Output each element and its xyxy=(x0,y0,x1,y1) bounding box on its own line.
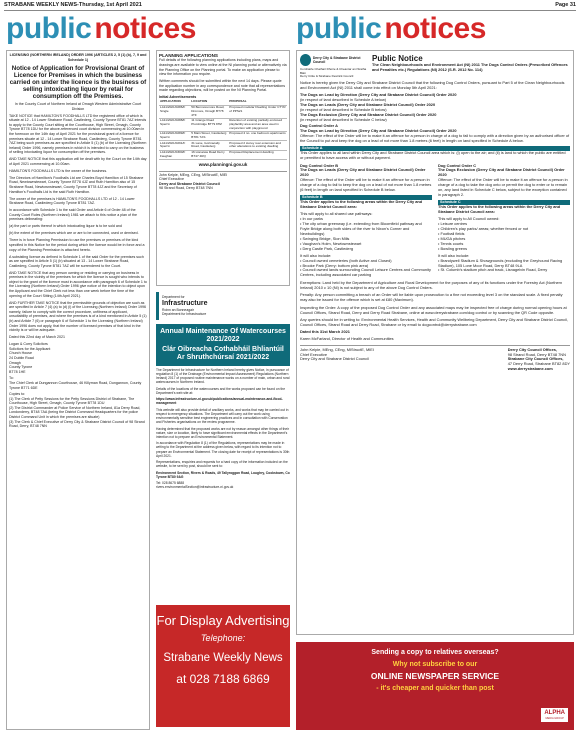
schedule-b-lead: This Order applies to the following areas within the Derry City and Strabane District Council area: xyxy=(300,199,423,210)
column-2 xyxy=(156,50,290,730)
banner-public: public xyxy=(6,12,92,45)
display-phone[interactable]: at 028 7188 6869 xyxy=(176,672,270,686)
to-line: To: xyxy=(9,376,14,381)
licensing-para: AND FURTHER TAKE NOTICE that the permissible grounds of objection are such as are specified in Article 7 (4) (a) to (d) (i) of the Licensing (Northern Ireland) Order 1996 namely, failure to comply with the correct procedure, unfitness of applicant, unsuitability of premises, and where the premises is of a kind mentioned in Article 5 (1) (b) and Article 7 (6) or paragraph 6 of Schedule 1 to the Licensing (Northern Ireland) Order 1996 does not apply, that the number of licensed premises of that kind in the vicinity is or will be adequate. xyxy=(9,300,147,333)
copies-item: (2) The District Commander at Police Service of Northern Ireland, 81a Derry Road, Londonderry, BT48 7AA (being the District Command Headquarters for the police District Command Unit in which the premises are situate) xyxy=(9,405,141,420)
annual-address: Environment Section, Rivers & Roads, 49 Tallyroggan Road, Loughry, Cookstown, Co Tyrone BT80 9AG xyxy=(156,470,290,479)
display-advertising-box xyxy=(156,605,290,727)
annual-para: This website will also provide detail of ancillary works, and works that may be carried out in respect to emergency situations. The Department will carry out the work using environmentally sensitive best engineering practices and in consultation with Conservation and Fisheries organisations on the review programme. xyxy=(156,407,289,425)
banner-right xyxy=(296,12,486,44)
promo-line-1: Sending a copy to relatives overseas? xyxy=(371,649,499,656)
list-item: • Derg Castle Park, Castlederg xyxy=(300,245,354,251)
banner-notices: notices xyxy=(94,12,196,45)
annual-para: Details of the locations of the watercourses and the works proposed can be found on the Department's web site at: xyxy=(156,386,286,395)
masthead-date: STRABANE WEEKLY NEWS-Thursday, 1st April 2021 xyxy=(4,2,142,8)
council-logo-mark xyxy=(300,54,311,66)
licensing-para: TAKE NOTICE that HAMILTON'S FOODHALLS LTD the registered office of which is situate at 12 - 14 Lower Strabane Road, Castlederg, County Tyrone BT81 7AZ intends to apply to the County Court sitting at the Courthouse, High Street, Omagh, County Tyrone BT78 1DU for the above-referenced court division commencing at 10.00am in the forenoon on the 14th day of April 2021 for the provisional grant of a licence for premises situate at 12 - 14 Lower Strabane Road, Castlederg, County Tyrone BT81 7AZ being such premises as are specified in Article 5 (1) (b) of the Licensing (Northern Ireland) Order 1996, namely premises in which it is intended to carry on the business of selling intoxicating liquor for consumption off the premises. xyxy=(9,113,147,155)
licensing-para: A subsisting licence as defined in Schedule 1 of the said Order for the premises such as are specified in Article 5 (1) (b) situated at 13 - 14 Lower Strabane Road, Castlederg, County Tyrone BT81 7AZ will be surrendered to the Court. xyxy=(9,254,144,268)
table-header: PROPOSAL xyxy=(228,100,287,105)
dfi-title: Infrastructure xyxy=(162,299,208,307)
table-cell: Proposed 4 no. one bedroom apartments xyxy=(228,131,287,140)
schedule-c-lead: This Order applies to the following areas within the Derry City and Strabane District Council area: xyxy=(438,204,561,215)
licensing-para: There is in force Planning Permission to use the premises or premises of the kind specified in this Notice for the period during which the licence would be in force and a copy of the Planning Permission is attached hereto. xyxy=(9,238,145,252)
dco-a-text: Offence: The effect of the Order will be to make it an offence for a person in charge of a dog to fail to comply with a direction given by an authorised officer of the Council to put and keep the dog on a lead of not more than 1.8 metres (6 feet) in length on land specified in Schedule A below. xyxy=(300,133,570,144)
dco-c-text: Offence: The effect of the Order will be to make it an offence for a person in charge of a dog to take the dog onto or permit the dog to enter or to remain on, any land listed in Schedule C below, subject to the exception contained in paragraph 2. xyxy=(438,177,568,197)
planning-title: PLANNING APPLICATIONS xyxy=(159,53,218,58)
table-cell: LA11/2021/0288/F Sperrin xyxy=(159,118,190,131)
council-logo-irish: Comhairle Chathair Dhoire & Cheantar an tSratha Báin xyxy=(300,67,367,75)
footer-name: John Kelpie, MEng, CEng, MIStructE, MIEI xyxy=(300,346,374,352)
alpha-logo-sub: MEDIA GROUP xyxy=(545,717,564,720)
dco-c-title: Dog Control Order C xyxy=(438,162,477,168)
annual-email[interactable]: rivers.environmentalSection@infrastructure-ni.gov.uk xyxy=(156,485,234,490)
list-item: • Council owned cemeteries (both Active and Closed) xyxy=(300,257,392,263)
dfi-label: Department for xyxy=(162,295,185,300)
table-row xyxy=(159,131,287,140)
inspecting-order: Inspecting the Order: A copy of the proposed Dog Control Order and any associated maps may be inspected free of charge during normal opening hours at Council Offices, Strand Road, Derry and Derry Road Strabane, online at www.derrystrabane.com/dog control or by scanning the QR Code opposite. xyxy=(300,304,567,315)
exemptions: Exemptions: Land held by the Department of Agriculture and Rural Development for the purposes of any of its functions under the Forestry Act (Northern Ireland) 2010 c 10 (NI) is not subject to any of the above Dog Control Orders. xyxy=(300,280,563,291)
footer-strabane-address: 47 Derry Road, Strabane BT82 8DY xyxy=(507,361,570,367)
masthead xyxy=(4,2,576,11)
schedule-b-intro-2: It will also include: xyxy=(300,252,332,258)
planning-applications xyxy=(156,50,290,286)
annual-para: In accordance with Regulation 8 (1) of the Regulations, representations may be made in writing to the Department at the address given below, with regard to its intention not to prepare an Environmental Statement. The closing date for receipt of representations is 30th April 2021. xyxy=(156,441,290,458)
list-item: • Bowling greens xyxy=(438,245,468,251)
table-cell: Proposed Replacement dwelling xyxy=(228,150,287,159)
dfi-logo xyxy=(156,290,290,322)
planning-contact-council: Derry and Strabane District Council xyxy=(159,181,220,186)
licensing-para: In accordance with Schedule 1 to the said Order and Article 6 of Order 48 of the County Court Rules (Northern Ireland) 1981 we attach to this notice a plan of the premises delineating: xyxy=(9,208,138,222)
order-name: The Dogs on Leads (Derry City and Strabane District Council) Order 2020 xyxy=(300,101,436,107)
table-cell: 11 Grange Road Plumbridge BT79 8HZ xyxy=(190,118,228,131)
list-item: • Swinging Bridge, Sion Mills xyxy=(300,236,350,242)
footer-derry-address: 98 Strand Road, Derry BT48 7NN xyxy=(507,351,566,357)
dog-control-notice xyxy=(296,50,574,635)
council-logo xyxy=(300,54,368,79)
licensing-para: The Directors of Hamilton's Foodhalls Ltd are Charles Boyd Hamilton of 15 Strabane Road, Newtownstewart, County Tyrone BT78 4JZ and Ruth Hamilton also of 15 Strabane Road, Newtownstewart, County Tyrone BT78 4JZ and the Secretary of Hamilton's Foodhalls Ltd is the said Ruth Hamilton. xyxy=(9,175,144,194)
queries: Any queries should be in writing to: Environmental Health Services, Health and Community Wellbeing Department, Derry City and Strabane District Council, Council Offices, Strand Road and Derry Road, Strabane or by email to dogcontrol@derrystrabane.com xyxy=(300,316,568,327)
council-logo-name: Derry City & Strabane District Council xyxy=(312,56,361,64)
licensing-para: (b) the extent of the premises which are or are to be connected, used or demised. xyxy=(9,231,139,236)
licensing-dated: Dated this 22nd day of March 2021 xyxy=(9,335,65,340)
list-item: • St. Columb's stadium pitch and track, Lisnagelvin Road, Derry xyxy=(438,267,548,273)
dco-b-block xyxy=(300,164,432,279)
table-cell: 31 Lane, Gortnacally Road, Castlederg xyxy=(190,141,228,150)
annual-para: Representations, enquiries and requests for a hard copy of the information included on the website, to be sent by post, should be sent to: xyxy=(156,460,288,469)
display-title: For Display Advertising xyxy=(156,613,290,628)
dfi-logo-bar xyxy=(156,292,159,320)
notice-footer xyxy=(300,345,570,373)
list-item: • Leisure centres xyxy=(438,221,468,227)
banner-left xyxy=(6,12,196,44)
order-note: (in respect of land described in Schedule C below) xyxy=(300,116,387,122)
council-logo-ulster: Derry Cittie & Strabane Destrick Cooncil xyxy=(300,74,354,79)
display-paper: Strabane Weekly News xyxy=(163,652,283,664)
licensing-court: In the County Court of Northern Ireland at Omagh Western Administrative Court Division xyxy=(14,101,142,111)
order-note: (in respect of land described in Schedule B below) xyxy=(300,106,387,112)
table-cell: LA11/2021/0289/F Sperrin xyxy=(159,131,190,140)
promo-line-4: - it's cheaper and quicker than post xyxy=(376,685,494,692)
table-cell: 5 Main Street, Castlederg BT81 7AS xyxy=(191,131,227,140)
list-item: • Tennis courts xyxy=(438,240,464,246)
annual-tel: Tel: 028 8675 6888 xyxy=(156,481,185,486)
list-item: • Brandywell Stadium & Showgrounds (excluding the Greyhound Racing Stadium), 105 Lone Moor Road, Derry BT48 9LA xyxy=(438,257,563,268)
public-notice-title: Public Notice xyxy=(372,54,423,63)
schedule-c-intro: This will apply to All Council owned: xyxy=(438,216,500,222)
annual-maintenance-banner xyxy=(156,324,290,366)
footer-strabane-offices: Strabane City Council Offices, xyxy=(507,356,564,362)
table-cell: LA11/2021/0291/F Sperrin xyxy=(159,141,190,150)
penalty: Penalty: Any person committing a breach of an Order will be liable upon prosecution to a fine not exceeding level 3 on the standard scale. A fixed penalty may also be issued for the offence which is set at £80 (Maximum). xyxy=(300,292,563,303)
list-item: • Vaughan's Holm, Newtownstewart xyxy=(300,240,362,246)
annual-para: Having determined that the proposed works are not by reason amongst other things of their nature, size or location, likely to have significant environmental effects in the Department's intention not to prepare an Environmental Statement. xyxy=(156,426,290,439)
footer-council: Derry City and Strabane District Council xyxy=(300,356,369,362)
table-cell: LA11/2021/0300/F Faughan xyxy=(159,150,190,159)
licensing-para: AND TAKE NOTICE that this application will be dealt with by the Court on the 14th day of April 2021 commencing at 10.00am. xyxy=(9,157,147,166)
table-cell: Proposed modular Dwelling Under CTYR of PPS21 xyxy=(228,105,287,118)
planning-contact-address: 98 Strand Road, Derry BT48 7NN xyxy=(159,186,213,191)
planning-intro: Full details of the following planning applications including plans, maps and drawings are available to view online at the NI planning portal or alternatively via the Planning Office on the Planning portal. To make an application please to view the information you require. xyxy=(159,58,287,77)
licensing-para: The owner of the premises is HAMILTON'S FOODHALLS LTD of 12 - 14 Lower Strabane Road, Castlederg County Tyrone BT81 7AZ. xyxy=(9,196,135,206)
table-cell: Retention of existing partially enclosed playfacility area and an area used in conjunction with playground xyxy=(228,118,287,131)
dco-a-name: The Dogs on Lead by Direction (Derry City and Strabane District Council) Order 2020 xyxy=(300,128,457,134)
dco-c-block xyxy=(438,164,570,279)
online-subscription-promo xyxy=(296,642,574,730)
footer-role: Chief Executive xyxy=(300,351,328,357)
table-row xyxy=(159,105,287,118)
table-header: LOCATION xyxy=(190,100,228,105)
table-cell: 16 Lisnaraw Road Derry BT47 4RQ xyxy=(190,150,228,159)
public-notice-intro: Notice is hereby given the Derry City and Strabane District Council that the following Dog Control Orders, pursuant to Part 5 of the Clean Neighbourhoods and Environment Act (NI) 2011 shall come into effect on Monday 5th April 2021: xyxy=(300,79,565,90)
order-name: The Dogs on Lead by Direction (Derry City and Strabane District Council) Order 2020 xyxy=(300,91,457,97)
order-note: (in respect of land described in Schedule A below) xyxy=(300,96,387,102)
schedule-c-intro-2: It will also include: xyxy=(438,252,470,258)
schedule-b-heading: Schedule B xyxy=(300,195,432,200)
dco-b-text: Offence: The effect of the Order will be to make it an offence for a person in charge of a dog to fail to keep the dog on a lead of not more than 1.8 metres (6 feet) in length on land specified in Schedule B below. xyxy=(300,177,432,193)
table-cell: 50 Benmoremore Road, Dromore, Omagh BT78 4TF xyxy=(190,105,228,118)
promo-line-3: ONLINE NEWSPAPER SERVICE xyxy=(370,671,500,681)
licensing-notice xyxy=(6,50,150,730)
table-header: APPLICATION xyxy=(159,100,190,105)
page-number: Page 31 xyxy=(555,2,576,8)
list-item: • Brooke Park (Derry: bottom pink area) xyxy=(300,262,369,268)
schedule-a-text: This Order applies to all land within Derry City and Strabane District Council area which is: (i) open to the air; and (ii) is land to which the public are entitled or permitted to have access with or without payment. xyxy=(300,150,566,161)
planning-intro-2: Written comments should be submitted within the next 14 days. Please quote the application number in any correspondence and note that all representations made regarding objections, will be posted on the NI Planning Portal. xyxy=(159,79,286,93)
copies-item: (3) The Clerk & Chief Executive of Derry City & Strabane District Council of 98 Strand Road, Derry, BT48 7NN xyxy=(9,419,145,429)
alpha-logo-text: ALPHA xyxy=(544,710,565,716)
order-name: The Dogs Exclusion (Derry City and Strabane District Council) Order 2020 xyxy=(300,111,437,117)
table-row xyxy=(159,118,287,131)
annual-irish-title: Clár Oibreacha Cothabháil Bhliantúil Ar Shruthchúrsaí 2021/2022 xyxy=(162,346,284,361)
list-item: • The city urban greenway (i.e. extending from Bloomfield pathway and Foyle Bridge along both sides of the river to Nixon's Corner and Newbuildings) xyxy=(300,221,422,237)
annual-link[interactable]: https://www.infrastructure-ni.gov.uk/publications/annual-maintenance-and-flood-management xyxy=(156,397,283,406)
solicitor-line: Omagh xyxy=(9,360,21,365)
table-cell: Proposed 2 storey rear extension and other alterations to existing dwelling xyxy=(228,141,287,150)
dco-c-name: The Dogs Exclusion (Derry City and Strabane District Council) Order 2020 xyxy=(438,167,565,178)
annual-para: The Department for Infrastructure for Northern Ireland hereby gives Notice, in pursuance of regulation 8 (1) of the Drainage (Environmental Impact Assessment) Regulations (Northern Ireland) 2017 of proposed routine maintenance works on a number of main, urban and rural watercourses in Northern Ireland. xyxy=(156,368,290,385)
planning-website[interactable]: www.planningni.gov.uk xyxy=(198,161,248,167)
list-item: • Football fields xyxy=(438,231,465,237)
licensing-para: (a) the part or parts thereof in which intoxicating liquor is to be sold and xyxy=(9,224,122,229)
planning-contact-role: Chief Executive xyxy=(159,177,184,182)
solicitor-line: Logan & Corry Solicitors xyxy=(9,342,48,347)
list-item: • Council owned lands surrounding Council Leisure Centres and Community Centres, including associated car parking xyxy=(300,267,431,278)
solicitor-block xyxy=(9,342,147,374)
initial-ads-heading: Initial Advertisements xyxy=(159,95,197,100)
table-cell: LA11/2021/0286/F Single xyxy=(159,105,190,118)
list-item: • Children's play parks/ areas; whether fenced or not xyxy=(438,226,529,232)
solicitor-line: Church House xyxy=(9,351,32,356)
copies-item: (1) The Clerk of Petty Sessions for the Petty Sessions District of Strabane, The Courthouse, High Street, Omagh, County Tyrone BT78 1DU xyxy=(9,396,135,406)
schedule-a-heading: Schedule A xyxy=(300,146,570,151)
licensing-para: AND TAKE NOTICE that any person owning or residing or carrying on business in premises in the vicinity of the premises for which the licence is sought who intends to object to the grant of the licence must in accordance with paragraph 6 of Schedule 1 to the Licensing (Northern Ireland) Order 1996 give notice of the intention to object upon the Applicant and the Chief Clerk not less than one week before the time of the opening of the Court Sitting (14th April 2021). xyxy=(9,270,147,298)
notice-dated: Dated this 31st March 2021 xyxy=(300,329,350,335)
schedule-c-heading: Schedule C xyxy=(438,200,570,205)
solicitor-line: 24 Dublin Road xyxy=(9,355,34,360)
planning-table xyxy=(159,100,287,160)
licensing-para: HAMILTON'S FOODHALLS LTD is the owner of the business. xyxy=(9,168,108,173)
footer-derry-offices: Derry City Council Offices, xyxy=(507,346,557,352)
public-notice-subtitle: The Clean Neighbourhoods and Environment Act (NI) 2011 The Dogs Control Orders (Prescribed Offences and Penalties etc.) Regulations (NI) 2012 (S.R. 2012 No. 114) xyxy=(372,62,568,72)
dco-b-title: Dog Control Order B xyxy=(300,162,339,168)
table-row xyxy=(159,150,287,159)
schedule-b-intro: This will apply to all shared use pathways: xyxy=(300,211,373,217)
planning-contact-name: John Kelpie, MEng, CEng, MIStructE, MIEI xyxy=(159,172,228,177)
solicitor-line: BT78 1HE xyxy=(9,369,26,374)
footer-website[interactable]: www.derrystrabane.com xyxy=(507,366,553,372)
alpha-logo xyxy=(541,708,568,722)
solicitor-line: County Tyrone xyxy=(9,365,33,370)
dco-b-name: The Dogs on Leads (Derry City and Strabane District Council) Order 2020 xyxy=(300,167,426,178)
dfi-ulster: Depairtment fur Infrastructure xyxy=(162,312,207,317)
to-block xyxy=(9,376,147,390)
annual-body xyxy=(156,366,290,491)
to-line: The Chief Clerk at Dungannon Courthouse, 46 Killyman Road, Dungannon, County Tyrone BT71 6DE xyxy=(9,380,142,390)
banner-notices: notices xyxy=(384,12,486,45)
list-item: • In our parks xyxy=(300,216,323,222)
copies-title: Copies to: xyxy=(9,392,26,397)
licensing-heading: LICENSING (NORTHERN IRELAND) ORDER 1996 (ARTICLES 2, 5 (1) (b), 7, 9 and Schedule 1) xyxy=(9,53,147,62)
annual-title: Annual Maintenance Of Watercourses 2021/2022 xyxy=(160,328,286,343)
table-row xyxy=(159,141,287,150)
licensing-title: Notice of Application for Provisional Grant of Licence for Premises in which the business carried on under the licence is the business of selling intoxicating liquor by retail for consumption off the Premises. xyxy=(9,64,147,100)
dfi-irish: Roinn an Bonneagair xyxy=(162,307,194,312)
solicitor-line: Solicitors for the Applicant xyxy=(9,346,51,351)
display-telephone-label: Telephone: xyxy=(200,633,246,643)
promo-line-2: Why not subscribe to our xyxy=(392,661,478,668)
notice-signed: Karen McFarland, Director of Health and Communities xyxy=(300,336,394,342)
list-item: • MUGA pitches xyxy=(438,236,466,242)
orders-list xyxy=(300,93,570,122)
banner-public: public xyxy=(296,12,382,45)
dco-a-title: Dog Control Order A xyxy=(300,123,338,129)
